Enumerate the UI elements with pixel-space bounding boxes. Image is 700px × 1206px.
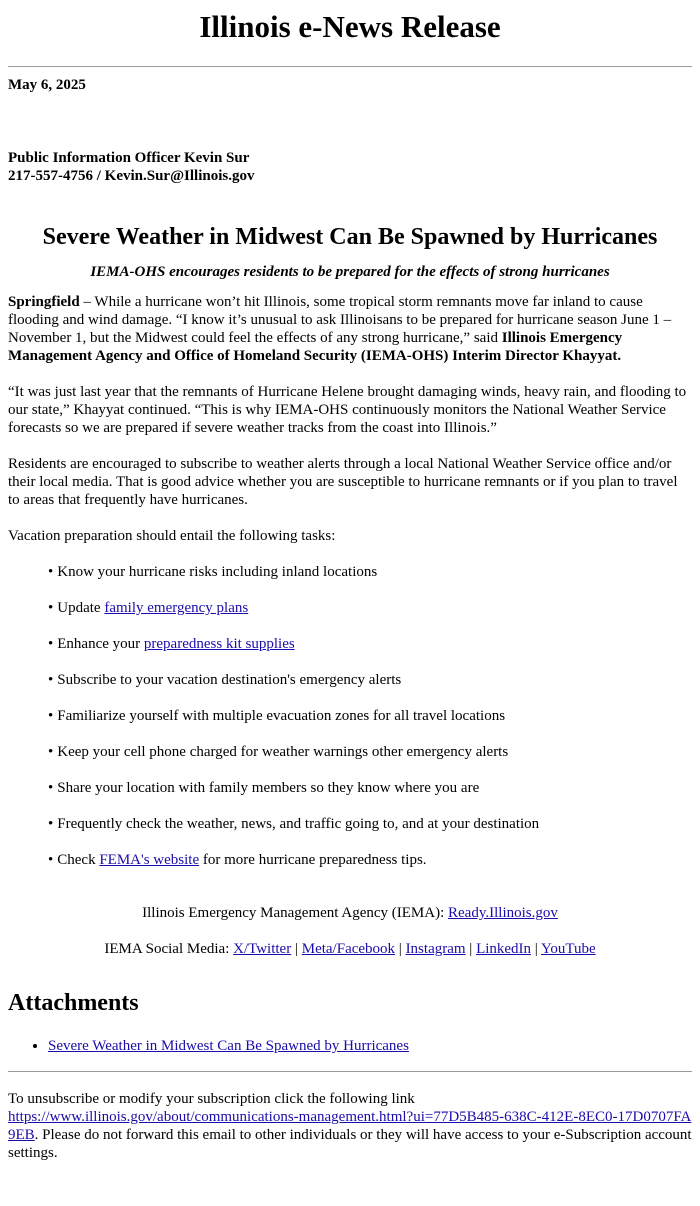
- release-headline: Severe Weather in Midwest Can Be Spawned by Hurricanes: [42, 224, 658, 250]
- contact-block: [8, 149, 692, 185]
- site-title: Illinois e-News Release: [199, 9, 501, 44]
- unsubscribe-notice: [8, 1090, 692, 1162]
- separator: |: [395, 941, 406, 957]
- body-paragraph-3: Residents are encouraged to subscribe to weather alerts through a local National Weather Service office and/or their local media. That is good advice whether you are susceptible to hurricane remnants or if you plan to travel to areas that frequently have hurricanes.: [8, 456, 678, 508]
- iema-label: Illinois Emergency Management Agency (IEMA):: [142, 905, 449, 921]
- task-item: [48, 779, 692, 797]
- body-paragraph-4: Vacation preparation should entail the following tasks:: [8, 528, 336, 544]
- attachment-link[interactable]: Severe Weather in Midwest Can Be Spawned by Hurricanes: [48, 1038, 409, 1054]
- footer-divider: [8, 1071, 692, 1072]
- bullet-icon: •: [48, 600, 54, 616]
- speaker-attribution: Illinois Emergency Management Agency and Office of Homeland Security (IEMA-OHS) Interim Director Khayyat.: [8, 330, 623, 364]
- task-item: [48, 851, 692, 869]
- separator: |: [291, 941, 302, 957]
- attachments-list: [8, 1037, 692, 1055]
- task-text: Subscribe to your vacation destination's emergency alerts: [57, 672, 402, 688]
- header-divider: [8, 66, 692, 67]
- bullet-icon: •: [48, 744, 54, 760]
- task-text: Share your location with family members so they know where you are: [57, 780, 480, 796]
- separator: |: [465, 941, 477, 957]
- body-paragraph-2: “It was just last year that the remnants of Hurricane Helene brought damaging winds, heavy rain, and flooding to our state,” Khayyat continued. “This is why IEMA-OHS continuously monitors the National Weather Service forecasts so we are prepared if severe weather tracks from the coast into Illinois.”: [8, 384, 687, 436]
- task-item: [48, 743, 692, 761]
- task-text: Keep your cell phone charged for weather warnings other emergency alerts: [57, 744, 509, 760]
- twitter-link[interactable]: X/Twitter: [233, 941, 292, 957]
- bullet-icon: •: [48, 816, 54, 832]
- task-text: Frequently check the weather, news, and traffic going to, and at your destination: [57, 816, 540, 832]
- task-text-suffix: for more hurricane preparedness tips.: [199, 852, 427, 868]
- task-item: [48, 815, 692, 833]
- task-text: Know your hurricane risks including inland locations: [57, 564, 378, 580]
- task-item: [48, 635, 692, 653]
- preparedness-kit-link[interactable]: preparedness kit supplies: [143, 636, 295, 652]
- task-item: [48, 707, 692, 725]
- task-text: Update: [57, 600, 105, 616]
- contact-phone-email: 217-557-4756 / Kevin.Sur@Illinois.gov: [8, 168, 255, 184]
- social-label: IEMA Social Media:: [104, 941, 234, 957]
- task-text: Familiarize yourself with multiple evacuation zones for all travel locations: [57, 708, 506, 724]
- facebook-link[interactable]: Meta/Facebook: [301, 941, 396, 957]
- attachment-item: [48, 1037, 692, 1055]
- task-text: Check: [57, 852, 100, 868]
- body-paragraph-1: [8, 293, 692, 365]
- youtube-link[interactable]: YouTube: [541, 941, 596, 957]
- social-media-row: [8, 940, 692, 958]
- attachments-heading: Attachments: [8, 990, 139, 1016]
- unsubscribe-text: To unsubscribe or modify your subscription click the following link: [8, 1091, 415, 1107]
- task-list: [8, 563, 692, 869]
- dateline-location: Springfield: [8, 294, 80, 310]
- task-item: [48, 671, 692, 689]
- task-item: [48, 563, 692, 581]
- release-subhead: IEMA-OHS encourages residents to be prepared for the effects of strong hurricanes: [90, 264, 610, 280]
- release-date: May 6, 2025: [8, 77, 86, 93]
- bullet-icon: •: [48, 564, 54, 580]
- instagram-link[interactable]: Instagram: [405, 941, 466, 957]
- paragraph-1-text: – While a hurricane won’t hit Illinois, some tropical storm remnants move far inland to cause flooding and wind damage. “I know it’s unusual to ask Illinoisans to be prepared for hurricane season June 1 – November 1, but the Midwest could feel the effects of any strong hurricane,” said: [8, 294, 672, 346]
- fema-website-link[interactable]: FEMA's website: [99, 852, 200, 868]
- family-emergency-plans-link[interactable]: family emergency plans: [104, 600, 249, 616]
- bullet-icon: •: [48, 852, 54, 868]
- ready-illinois-link[interactable]: Ready.Illinois.gov: [448, 905, 558, 921]
- task-text: Enhance your: [57, 636, 144, 652]
- bullet-icon: •: [48, 780, 54, 796]
- task-item: [48, 599, 692, 617]
- contact-officer: Public Information Officer Kevin Sur: [8, 150, 250, 166]
- separator: |: [531, 941, 541, 957]
- bullet-icon: •: [48, 708, 54, 724]
- unsubscribe-link[interactable]: https://www.illinois.gov/about/communications-management.html?ui=77D5B485-638C-412E-8EC0-17D0707FA9EB: [8, 1109, 692, 1143]
- bullet-icon: •: [48, 636, 54, 652]
- iema-info: [8, 904, 692, 922]
- linkedin-link[interactable]: LinkedIn: [476, 941, 532, 957]
- bullet-icon: •: [48, 672, 54, 688]
- unsubscribe-post-text: . Please do not forward this email to other individuals or they will have access to your e-Subscription account settings.: [8, 1127, 692, 1161]
